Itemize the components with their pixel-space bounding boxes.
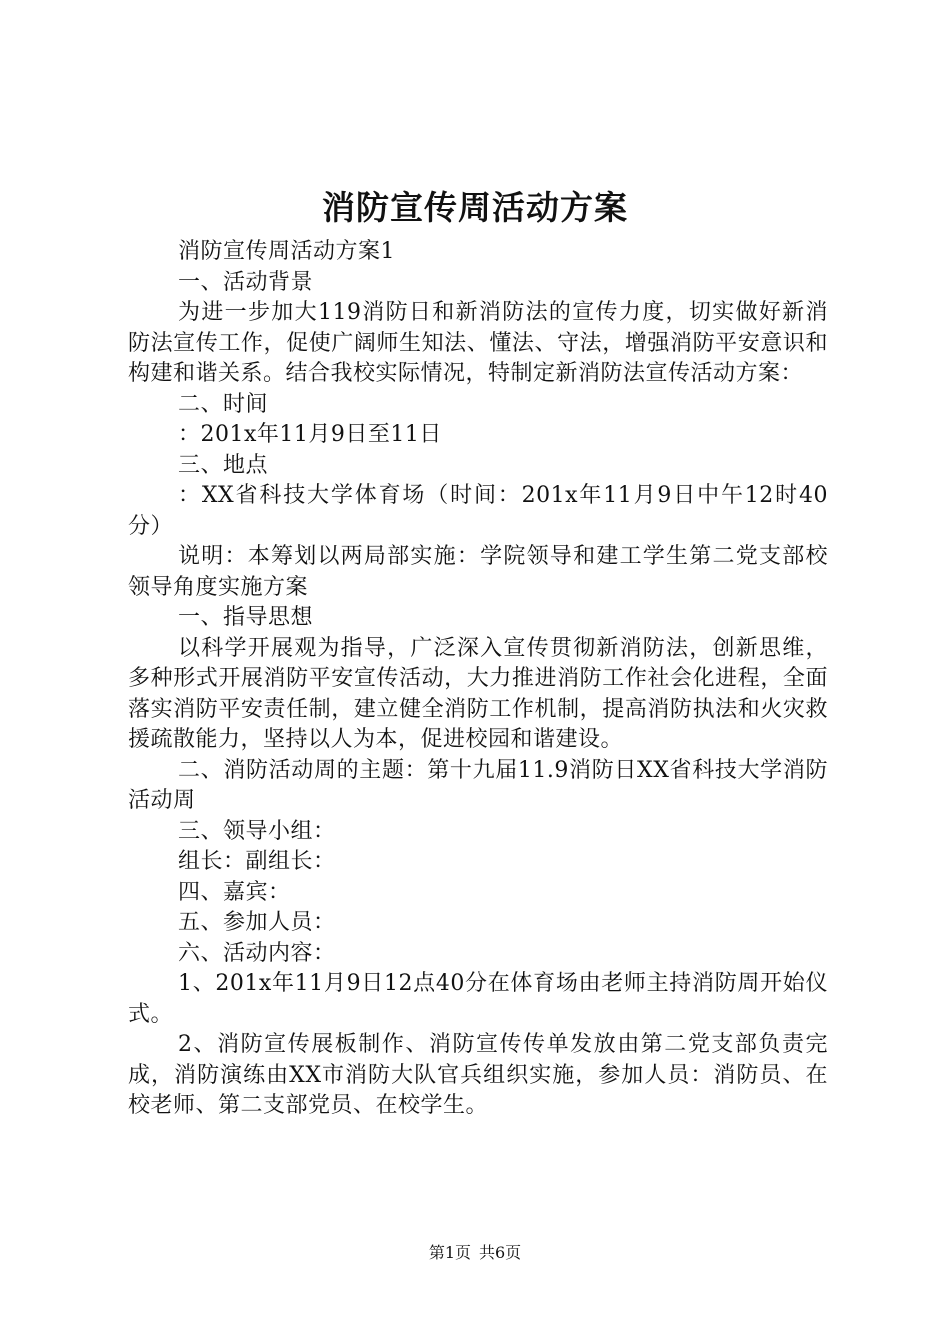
paragraph-section-guiding-idea: 一、指导思想 xyxy=(178,605,314,630)
paragraph-section-content: 六、活动内容： xyxy=(178,940,336,966)
paragraph-guiding-idea-text: 以科学开展观为指导，广泛深入宣传贯彻新消防法，创新思维，多种形式开展消防平安宣传活动，大力推进消防工作社会化进程，全面落实消防平安责任制，建立健全消防工作机制，提高消防执法和火灾救援疏散能力，坚持以人为本，促进校园和谐建设。 xyxy=(128,635,828,752)
paragraph-location-text: ：XX省科技大学体育场（时间：201x年11月9日中午12时40分） xyxy=(128,483,828,539)
paragraph-background-text: 为进一步加大119消防日和新消防法的宣传力度，切实做好新消防法宣传工作，促使广阔师生知法、懂法、守法，增强消防平安意识和构建和谐关系。结合我校实际情况，特制定新消防法宣传活动方案： xyxy=(128,300,828,386)
paragraph-note: 说明：本筹划以两局部实施：学院领导和建工学生第二党支部校领导角度实施方案 xyxy=(128,544,828,600)
page-number: 第1页 xyxy=(428,1243,471,1262)
paragraph-section-leadership: 三、领导小组： xyxy=(178,818,336,844)
paragraph-leaders: 组长：副组长： xyxy=(178,849,336,874)
document-title: 消防宣传周活动方案 xyxy=(322,188,628,227)
paragraph-plan-heading: 消防宣传周活动方案1 xyxy=(178,239,395,264)
paragraph-content-item-1: 1、201x年11月9日12点40分在体育场由老师主持消防周开始仪式。 xyxy=(128,971,828,1027)
paragraph-time-text: ：201x年11月9日至11日 xyxy=(178,422,442,447)
paragraph-content-item-2: 2、消防宣传展板制作、消防宣传传单发放由第二党支部负责完成，消防演练由XX市消防大队官兵组织实施，参加人员：消防员、在校老师、第二支部党员、在校学生。 xyxy=(128,1032,828,1118)
page-total: 共6页 xyxy=(479,1243,522,1262)
paragraph-section-location: 三、地点 xyxy=(178,452,269,478)
document-body xyxy=(128,237,828,1122)
page-footer xyxy=(0,1242,950,1264)
paragraph-section-background: 一、活动背景 xyxy=(178,269,314,295)
paragraph-theme: 二、消防活动周的主题：第十九届11.9消防日XX省科技大学消防活动周 xyxy=(128,757,828,813)
paragraph-section-time: 二、时间 xyxy=(178,391,269,417)
paragraph-section-participants: 五、参加人员： xyxy=(178,910,336,935)
paragraph-section-guests: 四、嘉宾： xyxy=(178,879,291,905)
